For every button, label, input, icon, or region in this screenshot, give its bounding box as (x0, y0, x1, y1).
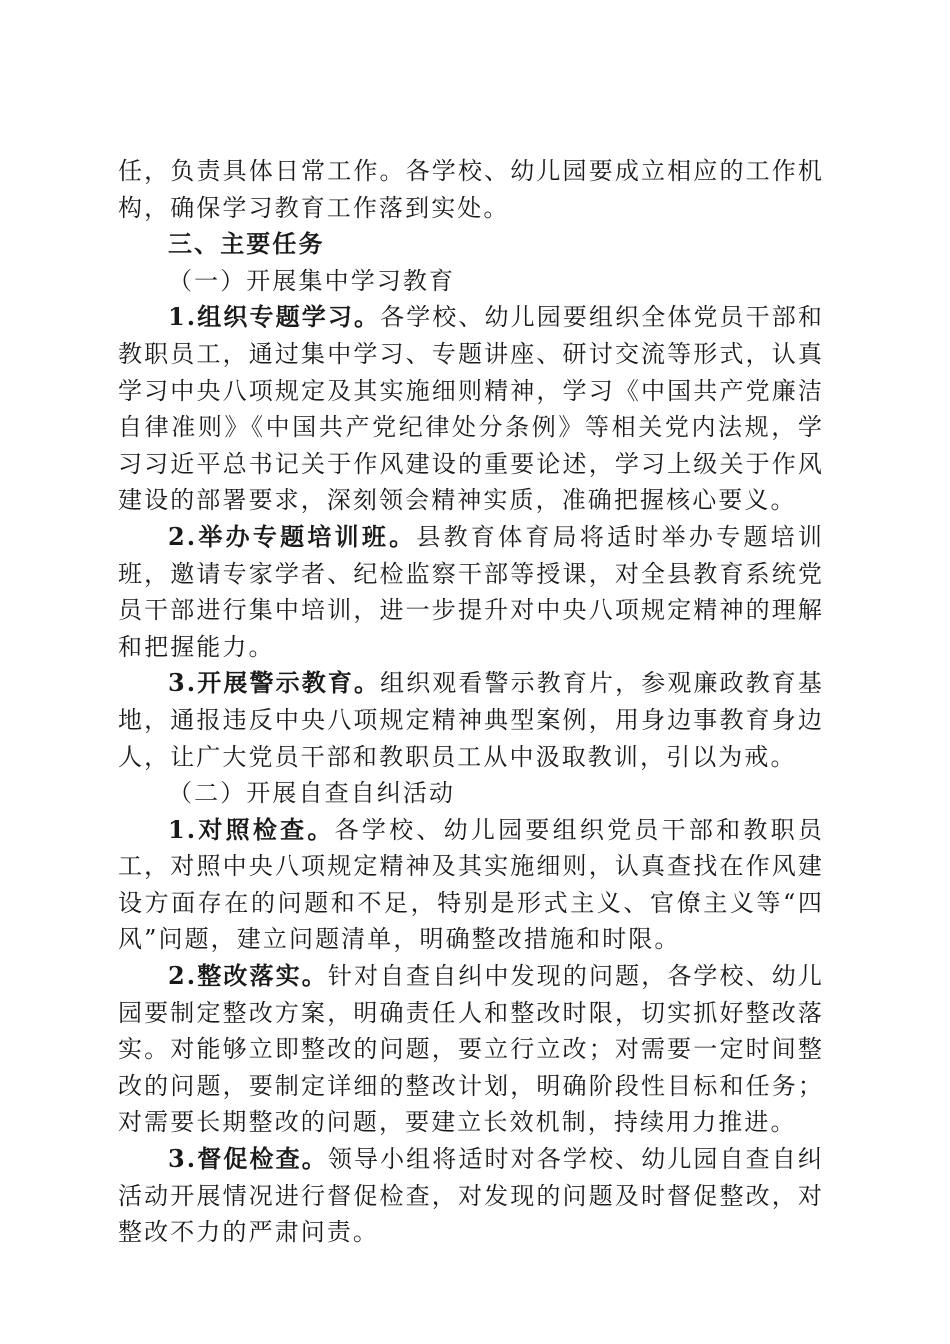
paragraph-study-topics (118, 299, 824, 519)
subsection-heading-text: （一）开展集中学习教育 (168, 266, 456, 295)
paragraph-text: 县教育体育局将适时举办专题培训班，邀请专家学者、纪检监察干部等授课，对全县教育系统党员干部进行集中培训，进一步提升对中央八项规定精神的理解和把握能力。 (118, 522, 824, 661)
document-body (118, 153, 824, 1251)
paragraph-lead: 2.举办专题培训班。 (168, 521, 417, 551)
paragraph-text: 各学校、幼儿园要组织全体党员干部和教职员工，通过集中学习、专题讲座、研讨交流等形式，认真学习中央八项规定及其实施细则精神，学习《中国共产党廉洁自律准则》《中国共产党纪律处分条例》等相关党内法规，学习习近平总书记关于作风建设的重要论述，学习上级关于作风建设的部署要求，深刻领会精神实质，准确把握核心要义。 (118, 303, 824, 515)
paragraph-text: 组织观看警示教育片，参观廉政教育基地，通报违反中央八项规定精神典型案例，用身边事教育身边人，让广大党员干部和教职员工从中汲取教训，引以为戒。 (118, 669, 824, 771)
paragraph-supervision (118, 1141, 824, 1251)
paragraph-training (118, 519, 824, 665)
paragraph-check (118, 812, 824, 958)
paragraph-lead: 3.督促检查。 (168, 1144, 328, 1174)
paragraph-text: 针对自查自纠中发现的问题，各学校、幼儿园要制定整改方案，明确责任人和整改时限，切实抓好整改落实。对能够立即整改的问题，要立行立改；对需要一定时间整改的问题，要制定详细的整改计划，明确阶段性目标和任务；对需要长期整改的问题，要建立长效机制，持续用力推进。 (118, 962, 824, 1137)
paragraph-lead: 2.整改落实。 (168, 961, 328, 991)
paragraph-rectification (118, 958, 824, 1141)
paragraph-lead: 3.开展警示教育。 (168, 668, 381, 698)
paragraph-lead: 1.对照检查。 (168, 814, 335, 844)
section-heading-main-tasks (118, 226, 824, 263)
paragraph-text: 领导小组将适时对各学校、幼儿园自查自纠活动开展情况进行督促检查，对发现的问题及时督促整改，对整改不力的严肃问责。 (118, 1145, 824, 1247)
subsection-heading-text: （二）开展自查自纠活动 (168, 779, 456, 808)
subsection-heading-self-check (118, 775, 824, 812)
subsection-heading-study (118, 263, 824, 300)
paragraph-warning-education (118, 665, 824, 775)
paragraph-text: 各学校、幼儿园要组织党员干部和教职员工，对照中央八项规定精神及其实施细则，认真查找在作风建设方面存在的问题和不足，特别是形式主义、官僚主义等“四风”问题，建立问题清单，明确整改措施和时限。 (118, 815, 824, 954)
paragraph-continuation (118, 153, 824, 226)
paragraph-lead: 1.组织专题学习。 (168, 302, 381, 332)
section-heading-text: 三、主要任务 (168, 230, 325, 259)
paragraph-text: 任，负责具体日常工作。各学校、幼儿园要成立相应的工作机构，确保学习教育工作落到实处。 (118, 157, 824, 222)
